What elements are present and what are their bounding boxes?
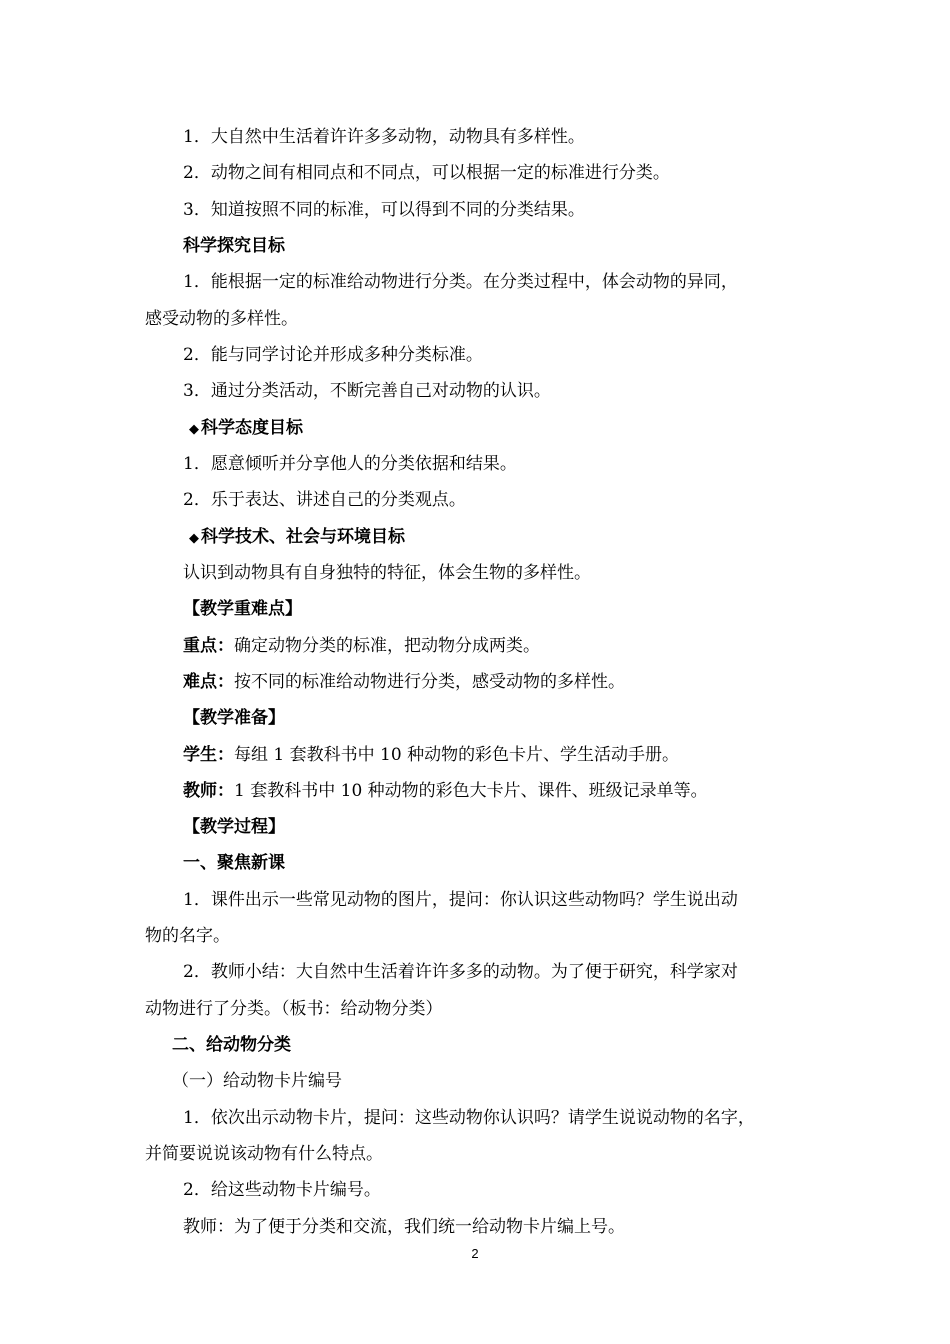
process-part-1-heading: 一、聚焦新课 — [183, 853, 285, 873]
difficult-point — [183, 670, 863, 694]
process-part-2-subheading: （一）给动物卡片编号 — [172, 1071, 342, 1091]
preparation-teacher — [183, 779, 863, 803]
student-label: 学生： — [183, 745, 234, 765]
diamond-bullet-icon: ◆ — [189, 422, 199, 437]
page-number: 2 — [471, 1246, 479, 1261]
process-1-step-2-line-1: 2．教师小结：大自然中生活着许许多多的动物。为了便于研究，科学家对 — [183, 962, 738, 982]
process-2-step-1-line-2: 并简要说说该动物有什么特点。 — [145, 1144, 383, 1164]
process-2-step-1-line-1: 1．依次出示动物卡片，提问：这些动物你认识吗？请学生说说动物的名字， — [183, 1108, 755, 1128]
attitude-goal-2: 2．乐于表达、讲述自己的分类观点。 — [183, 490, 466, 510]
process-1-step-1-line-1: 1．课件出示一些常见动物的图片，提问：你认识这些动物吗？学生说出动 — [183, 890, 738, 910]
attitude-goal-1: 1．愿意倾听并分享他人的分类依据和结果。 — [183, 454, 517, 474]
section-heading-inquiry-goals: 科学探究目标 — [183, 236, 285, 256]
section-heading-sts-goals — [189, 525, 869, 551]
knowledge-goal-3: 3．知道按照不同的标准，可以得到不同的分类结果。 — [183, 200, 585, 220]
key-point-label: 重点： — [183, 636, 234, 656]
sts-goals-title: 科学技术、社会与环境目标 — [201, 527, 405, 547]
inquiry-goal-2: 2．能与同学讨论并形成多种分类标准。 — [183, 345, 483, 365]
teacher-preparation-text: 1 套教科书中 10 种动物的彩色大卡片、课件、班级记录单等。 — [234, 781, 708, 801]
key-point — [183, 634, 863, 658]
difficult-point-label: 难点： — [183, 672, 234, 692]
section-heading-key-difficult-points: 【教学重难点】 — [183, 599, 302, 619]
inquiry-goal-3: 3．通过分类活动，不断完善自己对动物的认识。 — [183, 381, 551, 401]
preparation-student — [183, 743, 863, 767]
section-heading-preparation: 【教学准备】 — [183, 708, 285, 728]
process-2-step-2: 2．给这些动物卡片编号。 — [183, 1180, 381, 1200]
teacher-label: 教师： — [183, 781, 234, 801]
diamond-bullet-icon: ◆ — [189, 531, 199, 546]
process-part-2-heading: 二、给动物分类 — [172, 1035, 291, 1055]
difficult-point-text: 按不同的标准给动物进行分类，感受动物的多样性。 — [234, 672, 625, 692]
knowledge-goal-1: 1．大自然中生活着许许多多动物，动物具有多样性。 — [183, 127, 585, 147]
section-heading-teaching-process: 【教学过程】 — [183, 817, 285, 837]
inquiry-goal-1-line-2: 感受动物的多样性。 — [145, 309, 298, 329]
student-preparation-text: 每组 1 套教科书中 10 种动物的彩色卡片、学生活动手册。 — [234, 745, 680, 765]
knowledge-goal-2: 2．动物之间有相同点和不同点，可以根据一定的标准进行分类。 — [183, 163, 670, 183]
section-heading-attitude-goals — [189, 416, 869, 442]
inquiry-goal-1-line-1: 1．能根据一定的标准给动物进行分类。在分类过程中，体会动物的异同， — [183, 272, 738, 292]
process-1-step-1-line-2: 物的名字。 — [145, 926, 230, 946]
process-2-teacher-line: 教师：为了便于分类和交流，我们统一给动物卡片编上号。 — [183, 1217, 625, 1237]
attitude-goals-title: 科学态度目标 — [201, 418, 303, 438]
key-point-text: 确定动物分类的标准，把动物分成两类。 — [234, 636, 540, 656]
process-1-step-2-line-2: 动物进行了分类。（板书：给动物分类） — [145, 999, 443, 1019]
sts-goal-text: 认识到动物具有自身独特的特征，体会生物的多样性。 — [183, 563, 591, 583]
